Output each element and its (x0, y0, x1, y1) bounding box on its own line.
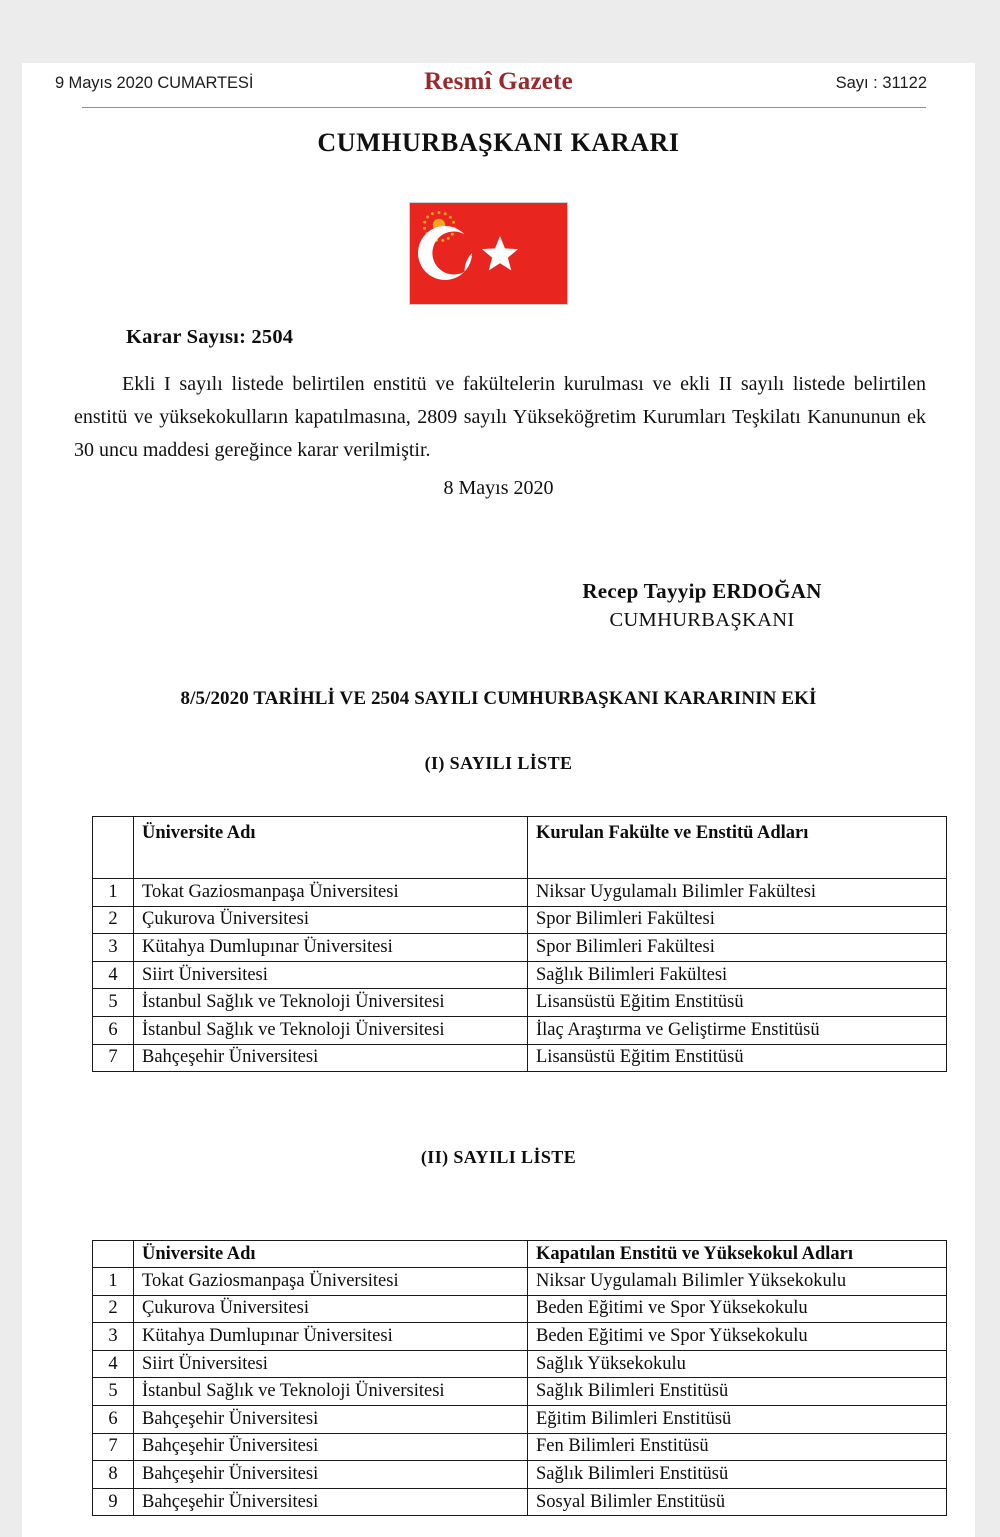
table-row (93, 1350, 947, 1378)
cell-unit: Sağlık Bilimleri Fakültesi (528, 961, 947, 989)
table-row (93, 1268, 947, 1296)
cell-university: Çukurova Üniversitesi (134, 906, 528, 934)
cell-university: İstanbul Sağlık ve Teknoloji Üniversitesi (134, 989, 528, 1017)
cell-unit: Beden Eğitimi ve Spor Yüksekokulu (528, 1295, 947, 1323)
table-row (93, 1461, 947, 1489)
list-2-table-head (93, 1241, 947, 1268)
cell-university: Kütahya Dumlupınar Üniversitesi (134, 934, 528, 962)
table-row (93, 961, 947, 989)
cell-unit: Niksar Uygulamalı Bilimler Fakültesi (528, 879, 947, 907)
cell-index: 2 (93, 906, 134, 934)
list-1-table-body (93, 879, 947, 1072)
list-1-table-head (93, 817, 947, 879)
table-row (93, 1016, 947, 1044)
column-header-university: Üniversite Adı (134, 817, 528, 879)
table-row (93, 989, 947, 1017)
cell-index: 3 (93, 1323, 134, 1351)
table-header-row (93, 1241, 947, 1268)
column-header-index (93, 1241, 134, 1268)
cell-unit: Niksar Uygulamalı Bilimler Yüksekokulu (528, 1268, 947, 1296)
cell-index: 4 (93, 961, 134, 989)
decision-date: 8 Mayıs 2020 (443, 477, 554, 499)
cell-unit: Spor Bilimleri Fakültesi (528, 906, 947, 934)
cell-unit: Beden Eğitimi ve Spor Yüksekokulu (528, 1323, 947, 1351)
document-page (22, 63, 975, 1537)
cell-university: Tokat Gaziosmanpaşa Üniversitesi (134, 1268, 528, 1296)
column-header-university: Üniversite Adı (134, 1241, 528, 1268)
table-row (93, 1405, 947, 1433)
list-2-table (92, 1240, 947, 1516)
cell-index: 2 (93, 1295, 134, 1323)
signature-block (492, 579, 912, 632)
list-1-table (92, 816, 947, 1072)
signatory-role: CUMHURBAŞKANI (609, 609, 795, 631)
cell-unit: Sağlık Bilimleri Enstitüsü (528, 1378, 947, 1406)
cell-index: 6 (93, 1405, 134, 1433)
cell-university: Siirt Üniversitesi (134, 1350, 528, 1378)
cell-index: 9 (93, 1488, 134, 1516)
cell-university: Tokat Gaziosmanpaşa Üniversitesi (134, 879, 528, 907)
cell-index: 6 (93, 1016, 134, 1044)
cell-index: 3 (93, 934, 134, 962)
table-row (93, 1044, 947, 1072)
gazette-title: Resmî Gazete (424, 68, 573, 95)
cell-university: Kütahya Dumlupınar Üniversitesi (134, 1323, 528, 1351)
masthead (22, 63, 975, 108)
decision-body-text: Ekli I sayılı listede belirtilen enstitü ve fakültelerin kurulması ve ekli II sayılı listede belirtilen enstitü ve yüksekokulların kapatılmasına, 2809 sayılı Yükseköğretim Kurumları Teşkilatı Kanununun ek 30 uncu maddesi gereğince karar verilmiştir. (74, 373, 926, 461)
turkish-flag-icon (409, 202, 568, 305)
masthead-divider (82, 107, 926, 108)
decision-number: Karar Sayısı: 2504 (126, 326, 294, 348)
table-row (93, 1295, 947, 1323)
cell-university: Bahçeşehir Üniversitesi (134, 1461, 528, 1489)
cell-index: 5 (93, 1378, 134, 1406)
table-row (93, 879, 947, 907)
cell-unit: Spor Bilimleri Fakültesi (528, 934, 947, 962)
list-2-heading: (II) SAYILI LİSTE (420, 1147, 577, 1167)
cell-university: Bahçeşehir Üniversitesi (134, 1044, 528, 1072)
column-header-established: Kurulan Fakülte ve Enstitü Adları (528, 817, 947, 879)
cell-university: Bahçeşehir Üniversitesi (134, 1433, 528, 1461)
cell-unit: Sağlık Yüksekokulu (528, 1350, 947, 1378)
gazette-date: 9 Mayıs 2020 CUMARTESİ (55, 74, 254, 92)
table-row (93, 1488, 947, 1516)
cell-index: 5 (93, 989, 134, 1017)
gazette-issue-number: Sayı : 31122 (835, 74, 927, 92)
annex-title: 8/5/2020 TARİHLİ VE 2504 SAYILI CUMHURBAŞKANI KARARININ EKİ (180, 688, 817, 709)
cell-index: 7 (93, 1433, 134, 1461)
cell-university: Bahçeşehir Üniversitesi (134, 1405, 528, 1433)
table-row (93, 934, 947, 962)
table-header-row (93, 817, 947, 879)
table-row (93, 1323, 947, 1351)
column-header-closed: Kapatılan Enstitü ve Yüksekokul Adları (528, 1241, 947, 1268)
list-2-table-body (93, 1268, 947, 1516)
cell-index: 1 (93, 879, 134, 907)
cell-university: Çukurova Üniversitesi (134, 1295, 528, 1323)
cell-unit: Sosyal Bilimler Enstitüsü (528, 1488, 947, 1516)
table-row (93, 1433, 947, 1461)
cell-index: 1 (93, 1268, 134, 1296)
page-title: CUMHURBAŞKANI KARARI (317, 128, 680, 157)
cell-university: İstanbul Sağlık ve Teknoloji Üniversitesi (134, 1016, 528, 1044)
table-row (93, 1378, 947, 1406)
column-header-index (93, 817, 134, 879)
cell-unit: Lisansüstü Eğitim Enstitüsü (528, 989, 947, 1017)
cell-index: 8 (93, 1461, 134, 1489)
cell-unit: Fen Bilimleri Enstitüsü (528, 1433, 947, 1461)
cell-index: 7 (93, 1044, 134, 1072)
signatory-name: Recep Tayyip ERDOĞAN (582, 579, 822, 603)
cell-unit: Lisansüstü Eğitim Enstitüsü (528, 1044, 947, 1072)
cell-university: Bahçeşehir Üniversitesi (134, 1488, 528, 1516)
cell-university: İstanbul Sağlık ve Teknoloji Üniversitesi (134, 1378, 528, 1406)
list-1-heading: (I) SAYILI LİSTE (424, 753, 573, 773)
cell-unit: Eğitim Bilimleri Enstitüsü (528, 1405, 947, 1433)
cell-index: 4 (93, 1350, 134, 1378)
table-row (93, 906, 947, 934)
cell-university: Siirt Üniversitesi (134, 961, 528, 989)
cell-unit: Sağlık Bilimleri Enstitüsü (528, 1461, 947, 1489)
cell-unit: İlaç Araştırma ve Geliştirme Enstitüsü (528, 1016, 947, 1044)
